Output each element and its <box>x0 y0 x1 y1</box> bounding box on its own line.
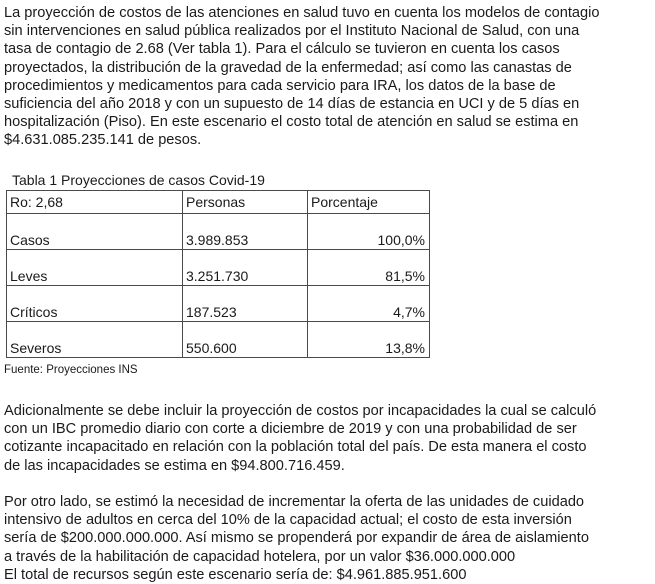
row-porcentaje: 13,8% <box>308 322 430 358</box>
row-personas: 3.251.730 <box>183 250 308 286</box>
header-cell-ro: Ro: 2,68 <box>7 191 183 214</box>
paragraph-line: Adicionalmente se debe incluir la proyección de costos por incapacidades la cual se calculó <box>4 403 597 419</box>
row-label: Casos <box>7 214 183 250</box>
row-porcentaje: 100,0% <box>308 214 430 250</box>
table-row <box>7 250 430 286</box>
investment-paragraph <box>4 493 652 584</box>
paragraph-line: suficiencia del año 2018 y con un supuesto de 14 días de estancia en UCI y de 5 días en <box>4 96 580 113</box>
paragraph-line: cotizante incapacitado en relación con la población total del país. De esta manera el costo <box>4 439 587 456</box>
table-source: Fuente: Proyecciones INS <box>4 364 138 376</box>
paragraph-line: con un IBC promedio diario con corte a diciembre de 2019 y con una probabilidad de ser <box>4 421 577 438</box>
projections-table <box>6 190 430 358</box>
paragraph-line: $4.631.085.235.141 de pesos. <box>4 132 202 149</box>
total-resources-line: El total de recursos según este escenario sería de: $4.961.885.951.600 <box>4 566 467 583</box>
incapacities-paragraph <box>4 402 652 475</box>
paragraph-line: tasa de contagio de 2.68 (Ver tabla 1). Para el cálculo se tuvieron en cuenta los casos <box>4 41 560 58</box>
paragraph-line: intensivo de adultos en cerca del 10% de la capacidad actual; el costo de esta inversión <box>4 512 572 529</box>
row-label: Críticos <box>7 286 183 322</box>
paragraph-line: sin intervenciones en salud pública realizados por el Instituto Nacional de Salud, con una <box>4 23 580 40</box>
intro-paragraph <box>4 4 652 150</box>
row-label: Severos <box>7 322 183 358</box>
paragraph-line: hospitalización (Piso). En este escenario el costo total de atención en salud se estima en <box>4 114 579 131</box>
row-personas: 550.600 <box>183 322 308 358</box>
paragraph-line: procedimientos y medicamentos para cada servicio para IRA, los datos de la base de <box>4 77 556 94</box>
row-porcentaje: 4,7% <box>308 286 430 322</box>
table-row <box>7 214 430 250</box>
table-row <box>7 286 430 322</box>
row-porcentaje: 81,5% <box>308 250 430 286</box>
paragraph-line: La proyección de costos de las atenciones en salud tuvo en cuenta los modelos de contagio <box>4 5 600 21</box>
paragraph-line: proyectados, la distribución de la gravedad de la enfermedad; así como las canastas de <box>4 59 572 76</box>
row-label: Leves <box>7 250 183 286</box>
row-personas: 187.523 <box>183 286 308 322</box>
header-cell-porcentaje: Porcentaje <box>308 191 430 214</box>
header-cell-personas: Personas <box>183 191 308 214</box>
paragraph-line: de las incapacidades se estima en $94.800.716.459. <box>4 457 345 474</box>
table-caption: Tabla 1 Proyecciones de casos Covid-19 <box>12 172 265 188</box>
table-header-row <box>7 191 430 214</box>
row-personas: 3.989.853 <box>183 214 308 250</box>
table-row <box>7 322 430 358</box>
paragraph-line: a través de la habilitación de capacidad hotelera, por un valor $36.000.000.000 <box>4 548 516 565</box>
paragraph-line: Por otro lado, se estimó la necesidad de incrementar la oferta de las unidades de cuidado <box>4 494 585 510</box>
paragraph-line: sería de $200.000.000.000. Así mismo se propenderá por expandir de área de aislamiento <box>4 530 589 547</box>
